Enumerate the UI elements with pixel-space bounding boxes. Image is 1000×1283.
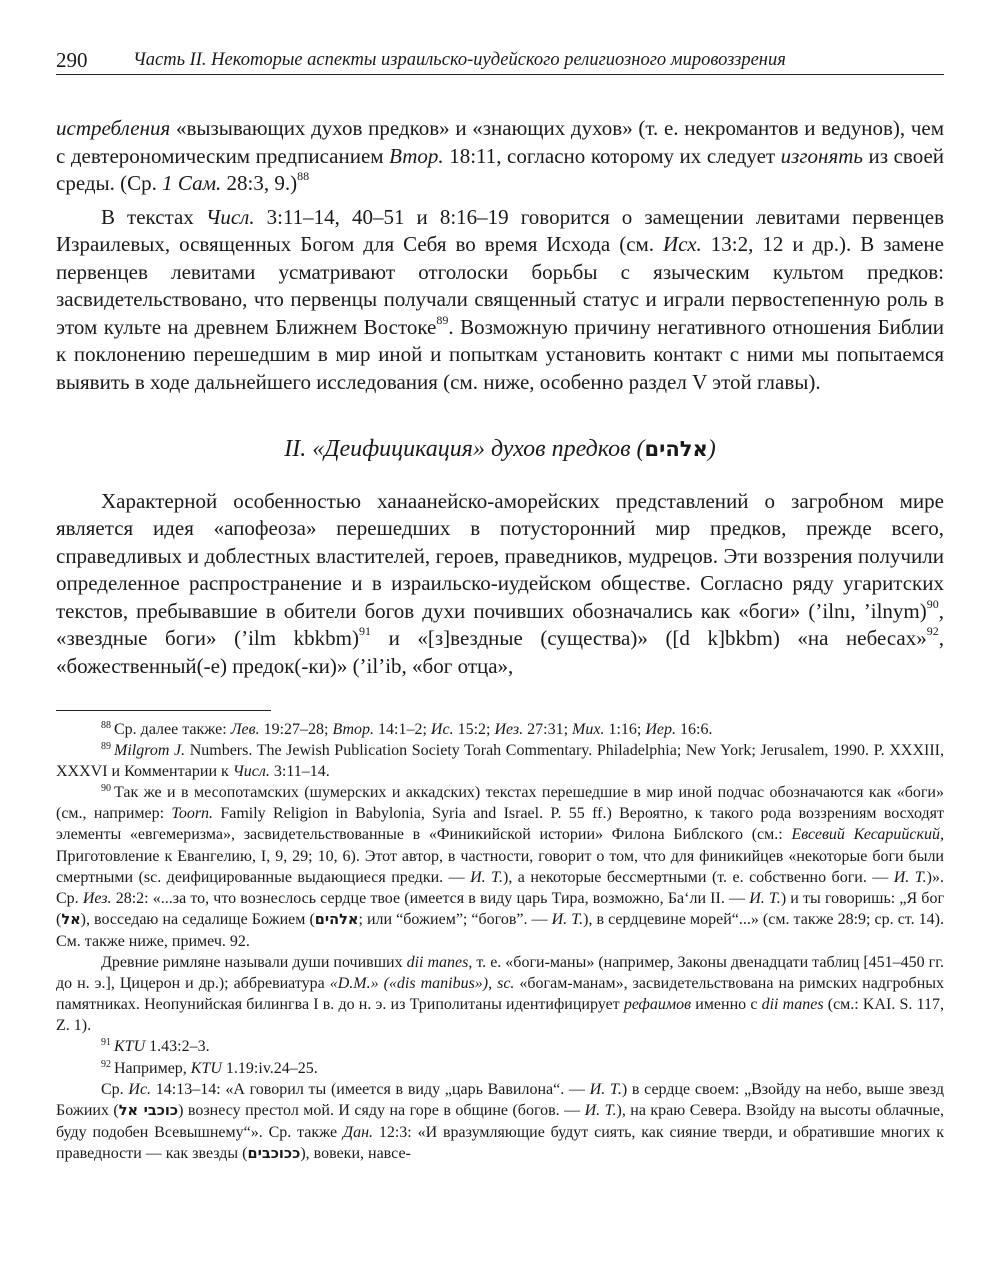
text-run: 1.19:iv.24–25. xyxy=(221,1059,318,1077)
book-page xyxy=(56,40,944,1165)
bible-ref: Иез. xyxy=(494,721,524,738)
initials: И. Т. xyxy=(749,889,781,907)
text-run: ), вовеки, навсе- xyxy=(300,1144,411,1162)
text-run: 12:3: «И вразумляющие будут сиять, как сияние тверди, и обратившие многих к праведности — как звезды ( xyxy=(56,1123,944,1162)
hebrew-word: אלהים xyxy=(644,437,708,461)
footnote-number: 90 xyxy=(101,783,111,795)
text-run: ), в сердцевине морей“...» (см. также 28:9; ср. ст. 14). См. также ниже, примеч. 92. xyxy=(56,910,944,950)
text-run: и «[з]вездные (существа)» ([d k]bkbm) «на небесах» xyxy=(371,626,927,650)
bible-ref: Числ. xyxy=(205,204,255,229)
initials: И. Т. xyxy=(893,868,927,886)
bible-ref: Ис. xyxy=(128,1080,152,1098)
text-run: . Возможную причину негативного отношения Библии к поклонению перешедшим в мир иной и попыткам установить контакт с ними мы попытаемся выявить в ходе дальнейшего исследования (см. ниже, особенно раздел V этой главы). xyxy=(56,314,944,394)
bible-ref: Исх. xyxy=(663,232,702,256)
text-run: ) и ты говоришь: „Я бог ( xyxy=(56,889,945,928)
text-run: 14:13–14: «А говорил ты (имеется в виду „царь Вавилона“. — xyxy=(151,1080,590,1098)
text-run: 14:1–2; xyxy=(374,721,431,738)
bible-ref: Дан. xyxy=(342,1123,374,1141)
bible-ref: Иер. xyxy=(645,721,677,738)
footnotes xyxy=(56,719,944,1165)
text-run: ), а некоторые бессмертными (т. е. собственно боги. — xyxy=(502,868,894,886)
text-run: ) вознесу престол мой. И сяду на горе в общине (богов. — xyxy=(178,1101,585,1119)
text-run: Так же и в месопотамских (шумерских и аккадских) текстах перешедшие в мир иной подчас обозначаются как «боги» (см., например: xyxy=(56,784,944,823)
paragraph-continuation xyxy=(56,115,944,198)
paragraph-apotheosis xyxy=(56,488,944,681)
running-title: Часть II. Некоторые аспекты израильско-иудейского религиозного мировоззрения xyxy=(133,50,786,70)
text-run: 15:2; xyxy=(453,721,495,738)
footnote-number: 91 xyxy=(101,1037,111,1049)
initials: И. Т. xyxy=(551,910,584,928)
text-run: 19:27–28; xyxy=(259,721,333,738)
author-name: Евсевий Кесарийский, xyxy=(791,826,944,844)
text-run: 16:6. xyxy=(676,721,713,738)
latin-term: dii manes xyxy=(406,954,469,972)
bible-ref: Мих. xyxy=(572,721,605,738)
text-run: 3:11–14, 40–51 и 8:16–19 говорится о замещении левитами первенцев Израилевых, освященных Богом для Себя во время Исхода (см. xyxy=(56,204,944,256)
hebrew-word: אל xyxy=(61,911,81,928)
footnote-89 xyxy=(56,740,944,782)
initials: И. Т. xyxy=(589,1080,622,1098)
text-run: ), на краю Севера. Взойду на высоты облачные, буду подобен Всевышнему“». Ср. также xyxy=(56,1101,945,1141)
text-run: )». Ср. xyxy=(56,868,944,907)
bible-ref: Втор. xyxy=(389,143,444,168)
bible-ref: Ис. xyxy=(430,721,454,738)
page-number: 290 xyxy=(56,48,88,72)
bible-ref: 1 Сам. xyxy=(162,171,222,195)
text-run: ; или “божием”; “богов”. — xyxy=(358,910,552,928)
text-run: 27:31; xyxy=(523,721,573,738)
bible-ref: Втор. xyxy=(332,721,375,738)
text-run: Древние римляне называли души почивших xyxy=(101,954,407,972)
footnote-92 xyxy=(56,1058,944,1079)
text-run: Например, xyxy=(114,1059,191,1077)
main-text xyxy=(56,115,944,680)
text-run: 1.43:2–3. xyxy=(145,1038,210,1056)
text-run: , «звездные боги» (’ilm kbkbm) xyxy=(56,598,944,650)
text-run: В текстах xyxy=(101,204,206,229)
footnote-90 xyxy=(56,782,944,952)
initials: И. Т. xyxy=(470,868,503,886)
text-run: , «божественный(-е) предок(-ки)» (’il’ib, «бог отца», xyxy=(56,626,944,678)
bible-ref: Иез. xyxy=(82,889,112,907)
footnote-90-continued xyxy=(56,952,944,1036)
text-run: 28:2: «...за то, что вознеслось сердце твое (имеется в виду царь Тира, возможно, Ба‘ли II. — xyxy=(111,889,750,907)
footnote-marker[interactable]: 91 xyxy=(359,624,371,638)
paragraph-levites xyxy=(56,204,944,397)
italic-word: изгонять xyxy=(780,143,863,168)
running-header xyxy=(56,40,944,75)
hebrew-word: ככוכבים xyxy=(247,1145,301,1162)
text-run: ) в сердце своем: „Взойду на небо, выше звезд Божиих ( xyxy=(56,1080,944,1119)
footnote-marker[interactable]: 92 xyxy=(926,624,939,638)
hebrew-word: אלהים xyxy=(314,911,359,928)
text-run: ), восседаю на седалище Божием ( xyxy=(80,910,315,928)
footnote-divider xyxy=(56,710,271,711)
text-run: 18:11, согласно которому их следует xyxy=(443,143,781,168)
author-name: Toorn. xyxy=(171,805,214,823)
hebrew-word: כוכבי אל xyxy=(118,1102,179,1119)
text-run: Ср. далее также: xyxy=(114,721,231,738)
text-run: Ср. xyxy=(101,1080,129,1098)
footnote-88 xyxy=(56,719,944,740)
heading-text: II. «Деифицикация» духов предков ( xyxy=(284,436,645,462)
text-run: «вызывающих духов предков» и «знающих духов» (т. е. некромантов и ведунов), чем с девтерономическим предписанием xyxy=(56,116,944,168)
text-run: 1:16; xyxy=(604,721,646,738)
footnote-number: 89 xyxy=(101,741,111,753)
italic-word: истребления xyxy=(56,116,171,140)
text-run: 13:2, 12 и др.). В замене первенцев левитами усматривают отголоски борьбы с языческим культом предков: засвидетельствовано, что первенцы получали священный статус и играли первостепенную роль в этом культе на древнем Ближнем Востоке xyxy=(56,232,944,339)
text-run: Приготовление к Евангелию, I, 9, 29; 10, 6). Этот автор, в частности, говорит о том, что для финикийцев «некоторые боги были смертными (sc. деифицированные выдающиеся предки. — xyxy=(56,847,944,886)
text-run: Family Religion in Babylonia, Syria and Israel. P. 55 ff.) Вероятно, к такого рода воззрениям восходят элементы «евгемеризма», засвидетельствованные в «Финикийской истории» Филона Библского (см.: xyxy=(56,805,944,844)
text-run: (см.: KAI. S. 117, Z. 1). xyxy=(56,996,944,1035)
bible-ref: Числ. xyxy=(232,763,270,781)
footnote-91 xyxy=(56,1036,944,1057)
footnote-number: 92 xyxy=(101,1058,111,1070)
author-name: Milgrom J. xyxy=(114,742,186,760)
text-run: 28:3, 9.) xyxy=(221,171,298,195)
text-run: из своей среды. (Ср. xyxy=(56,143,945,195)
initials: И. Т. xyxy=(584,1101,617,1119)
bible-ref: Лев. xyxy=(230,721,260,738)
text-run: «богам-манам», засвидетельствована на римских надгробных памятниках. Неопунийская билингва I в. до н. э. из Триполитаны идентифицирует xyxy=(56,975,945,1014)
text-run: именно с xyxy=(691,996,762,1014)
source-abbrev: KTU xyxy=(114,1038,146,1056)
heading-close: ) xyxy=(707,436,716,462)
footnote-marker[interactable]: 88 xyxy=(297,169,310,183)
text-run: 3:11–14. xyxy=(269,763,330,781)
text-run: Характерной особенностью ханаанейско-аморейских представлений о загробном мире является идея «апофеоза» перешедших в потусторонний мир предков, прежде всего, справедливых и доблестных властителей, героев, праведников, мудрецов. Эти воззрения получили определенное распространение и в израильско-иудейском обществе. Согласно ряду угаритских текстов, пребывавшие в обители богов духи почивших обозначались как «боги» (’ilnı, ’ilnym) xyxy=(56,488,944,623)
text-run: Numbers. The Jewish Publication Society Torah Commentary. Philadelphia; New York; Jerusalem, 1990. P. XXXIII, XXXVI и Комментарии к xyxy=(56,742,944,781)
text-run: , т. е. «боги-маны» (например, Законы двенадцати таблиц [451–450 гг. до н. э.], Цицерон и др.); аббревиатура xyxy=(56,954,944,993)
footnote-92-continued xyxy=(56,1079,944,1165)
latin-term: «D.M.» («dis manibus»), sc. xyxy=(329,975,515,993)
footnote-number: 88 xyxy=(101,720,111,731)
source-abbrev: KTU xyxy=(190,1059,222,1077)
footnote-marker[interactable]: 89 xyxy=(436,312,449,327)
latin-term: dii manes xyxy=(761,996,824,1014)
section-heading xyxy=(56,436,944,464)
italic-word: рефаимов xyxy=(623,996,692,1014)
footnote-marker[interactable]: 90 xyxy=(926,596,939,611)
